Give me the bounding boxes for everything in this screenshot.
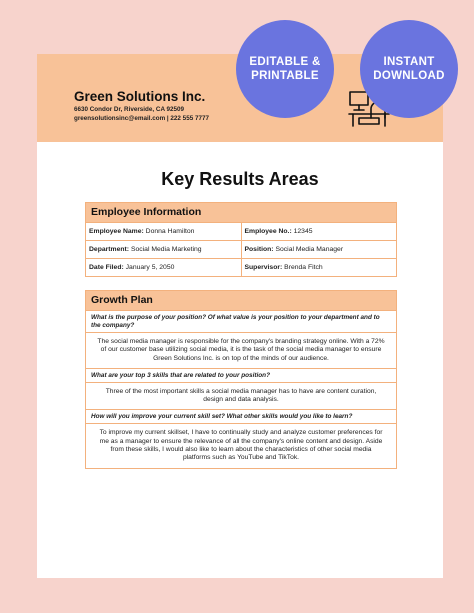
answer: The social media manager is responsible for the company's branding strategy online. With a 72% of our customer base utilizing social media, it is the task of the social media manager to ensure Green Solutions Inc. is on top of the minds of our audience. <box>86 332 396 368</box>
editable-printable-badge: EDITABLE & PRINTABLE <box>236 20 334 118</box>
employee-number-field: Employee No.: 12345 <box>241 223 397 240</box>
document-sheet <box>37 54 443 578</box>
date-filed-field: Date Filed: January 5, 2050 <box>89 264 175 271</box>
section-heading: Employee Information <box>86 203 396 222</box>
supervisor-field: Supervisor: Brenda Fitch <box>241 259 397 276</box>
company-contact: greensolutionsinc@email.com | 222 555 7777 <box>74 115 209 122</box>
info-row <box>86 240 396 258</box>
section-heading: Growth Plan <box>86 291 396 310</box>
question: What are your top 3 skills that are related to your position? <box>86 368 396 382</box>
company-name: Green Solutions Inc. <box>74 89 206 104</box>
employee-information-section <box>85 202 397 277</box>
document-title: Key Results Areas <box>161 169 319 189</box>
department-field: Department: Social Media Marketing <box>89 246 202 253</box>
answer: To improve my current skillset, I have to continually study and analyze customer preferences for me as a manager to ensure the relevance of all the company's online content and design. Aside from these skills, I would also like to learn about the characteristics of other social media platforms such as YouTube and TikTok. <box>86 423 396 467</box>
answer: Three of the most important skills a social media manager has to have are content curation, design and data analysis. <box>86 382 396 410</box>
question: How will you improve your current skill set? What other skills would you like to learn? <box>86 409 396 423</box>
employee-name-field: Employee Name: Donna Hamilton <box>89 228 195 235</box>
position-field: Position: Social Media Manager <box>241 241 397 258</box>
info-row <box>86 222 396 240</box>
info-row <box>86 258 396 276</box>
company-address: 6630 Condor Dr, Riverside, CA 92509 <box>74 106 185 113</box>
instant-download-badge: INSTANT DOWNLOAD <box>360 20 458 118</box>
question: What is the purpose of your position? Of what value is your position to your department and to the company? <box>86 310 396 332</box>
growth-plan-section <box>85 290 397 469</box>
